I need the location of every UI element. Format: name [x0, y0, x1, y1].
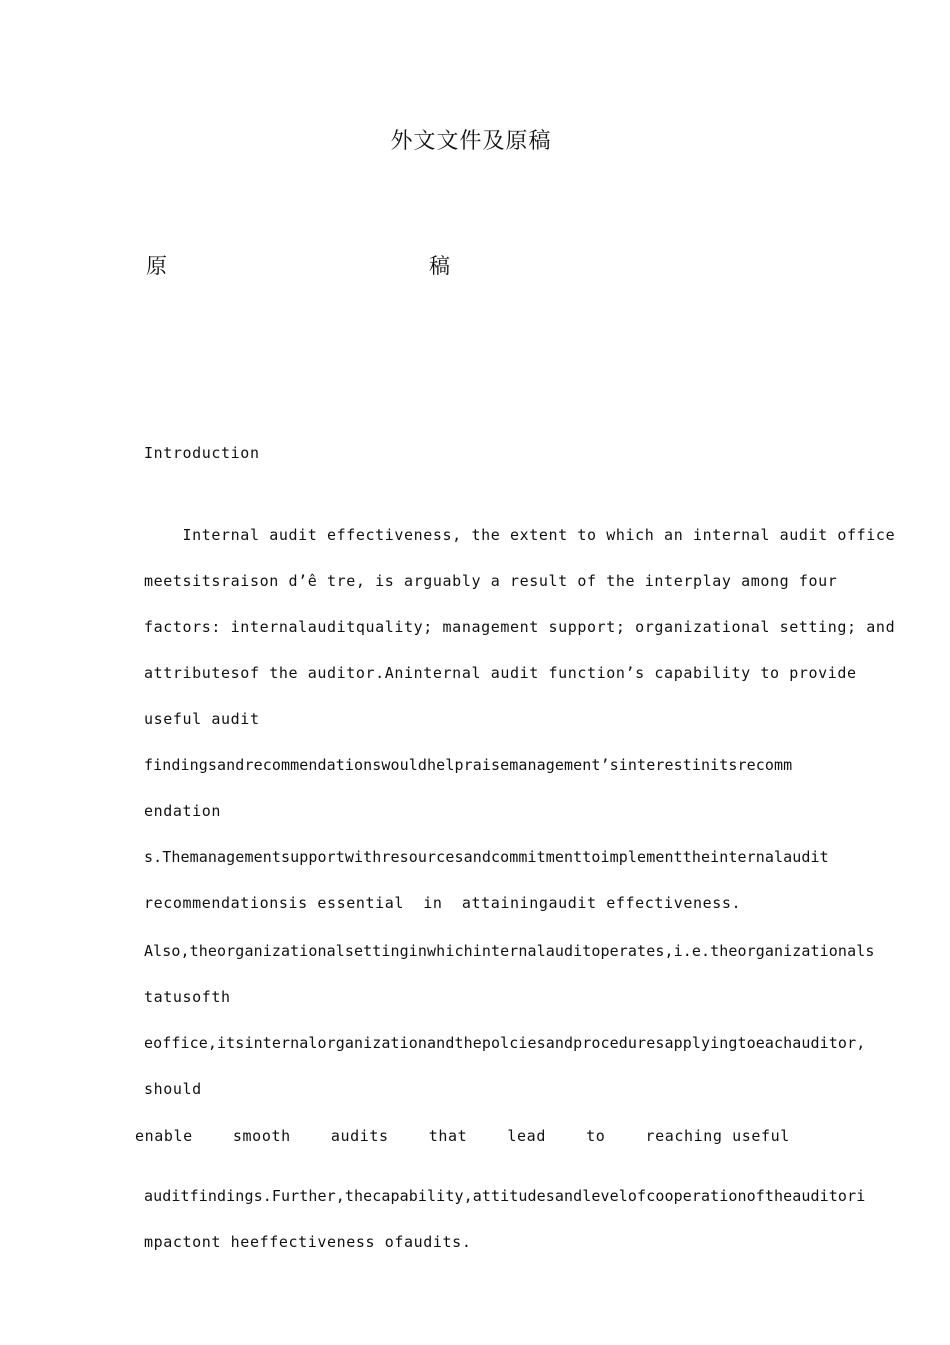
body-line-11: tatusofth	[144, 988, 231, 1006]
body-line-13: should	[144, 1080, 202, 1098]
body-line-8: s.Themanagementsupportwithresourcesandcommitmenttoimplementtheinternalaudit	[144, 848, 829, 866]
body-line-4: attributesof the auditor.Aninternal audit function’s capability to provide	[144, 664, 857, 682]
section-heading: Introduction	[144, 444, 260, 462]
body-line-16: mpactont heeffectiveness ofaudits.	[144, 1233, 472, 1251]
body-line-15: auditfindings.Further,thecapability,attitudesandlevelofcooperationoftheauditori	[144, 1187, 866, 1205]
word: reaching useful	[645, 1127, 790, 1145]
heading-char-1: 原	[146, 254, 167, 278]
word: that	[428, 1127, 468, 1145]
body-line-10: Also,theorganizationalsettinginwhichinternalauditoperates,i.e.theorganizationals	[144, 942, 875, 960]
word: lead	[507, 1127, 546, 1145]
body-line-6: findingsandrecommendationswouldhelpraisemanagement’sinterestinitsrecomm	[144, 756, 793, 774]
word: enable	[135, 1127, 193, 1145]
word: audits	[330, 1127, 389, 1145]
body-line-12: eoffice,itsinternalorganizationandthepolciesandproceduresapplyingtoeachauditor,	[144, 1034, 866, 1052]
body-line-2: meetsitsraison d’ê tre, is arguably a result of the interplay among four	[144, 572, 838, 590]
body-line-1: Internal audit effectiveness, the extent to which an internal audit office	[144, 526, 896, 544]
body-line-5: useful audit	[144, 710, 260, 728]
body-line-7: endation	[144, 802, 222, 820]
word: to	[586, 1127, 606, 1145]
document-title: 外文文件及原稿	[390, 129, 552, 154]
body-line-3: factors: internalauditquality; management support; organizational setting; and	[144, 618, 896, 636]
word: smooth	[232, 1127, 291, 1145]
body-line-14	[135, 1127, 790, 1145]
body-line-9: recommendationsis essential in attainingaudit effectiveness.	[144, 894, 742, 912]
heading-char-2: 稿	[429, 254, 450, 278]
